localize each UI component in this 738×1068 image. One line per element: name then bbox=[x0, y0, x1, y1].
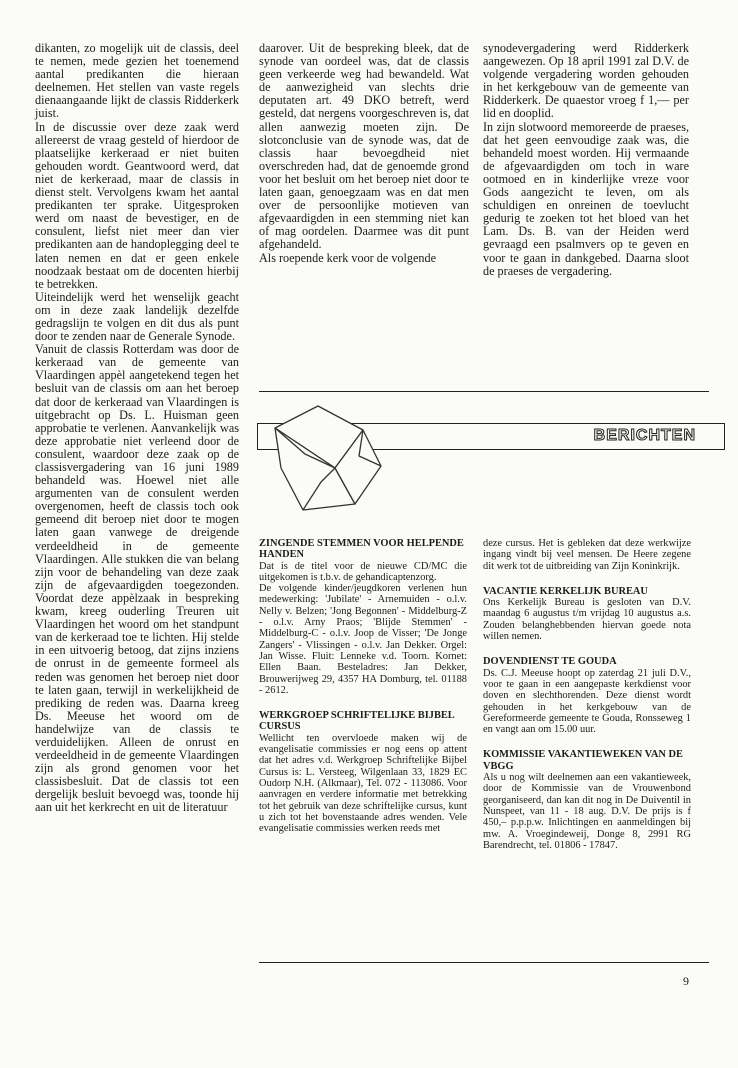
paragraph: Uiteindelijk werd het wenselijk geacht om in deze zaak landelijk dezelfde gedragslijn te volgen en dit dus als punt door te zenden naar de Generale Synode. bbox=[35, 289, 239, 344]
paragraph: daarover. Uit de bespreking bleek, dat de synode van oordeel was, dat de classis geen verkeerde weg had bewandeld. Wat de aanwezigheid van slechts drie deputaten art. 49 DKO betreft, werd gesteld, dat nergens voorgeschreven is, dat allen aanwezig moeten zijn. De slotconclusie van de synode was, dat de classis haar bevoegdheid niet overschreden had, dat de genoemde grond voor het besluit om het beroep niet door te laten gaan, genoegzaam was en dat men over de persoonlijke motieven van afgevaardigden in een stemming niet kan of mag oordelen. Daarmee was dit punt afgehandeld. bbox=[259, 41, 469, 252]
paragraph: dikanten, zo mogelijk uit de classis, deel te nemen, mede gezien het toenemend aantal predikanten die hieraan deelnemen. Het stellen van vaste regels dienaangaande lijkt de classis Ridderkerk juist. bbox=[35, 41, 239, 121]
paragraph: De volgende kinder/jeugdkoren verlenen hun medewerking: 'Jubilate' - Arnemuiden - o.l.v. Nelly v. Belzen; 'Jong Begonnen' - Middelburg-Z - o.l.v. Arny Praos; 'Blijde Stemmen' - Middelburg-C - o.l.v. Joop de Visser; 'De Jonge Zangers' - Vlissingen - o.l.v. Jan Dekker. Orgel: Jan Wisse. Fluit: Lenneke v.d. Toorn. Kornet: Ellen Baan. Besteladres: Jan Dekker, Brouwerijweg 29, 4357 HA Domburg, tel. 01188 - 2612. bbox=[259, 583, 467, 696]
paragraph: Ons Kerkelijk Bureau is gesloten van D.V. maandag 6 augustus t/m vrijdag 10 augustus a.s. Zouden belanghebbenden hiervan goede nota willen nemen. bbox=[483, 597, 691, 643]
news-item bbox=[259, 710, 467, 834]
article-column-3 bbox=[483, 42, 689, 278]
paragraph: Vanuit de classis Rotterdam was door de kerkeraad van de gemeente van Vlaardingen appèl aangetekend tegen het besluit van de classis om aan het beroep dat door de kerkeraad van Vlaardingen is uitgebracht op Ds. L. Huisman geen approbatie te verlenen. Aanvankelijk was deze approbatie niet verleend door de consulent, waardoor deze zaak op de classisvergadering van 16 juni 1989 behandeld was. Hoewel niet alle argumenten van de consulent werden overgenomen, heeft de classis toch ook gemeend dit beroep niet door te mogen laten gaan vanwege de dreigende verdeeldheid in de gemeente Vlaardingen. Alle stukken die van belang zijn voor de behandeling van deze zaak zijn de afgevaardigden toegezonden. Voordat deze appèlzaak in bespreking kwam, kreeg ouderling Treuren uit Vlaardingen het woord om het standpunt van de kerkeraad toe te lichten. Hij stelde in een uitvoerig betoog, dat zijns inziens de onrust in de gemeente formeel als reden was genomen het beroep niet door te laten gaan, terwijl in werkelijkheid de prediking de reden was. Daarna kreeg Ds. Meeuse het woord om de handelwijze van de classis te verduidelijken. Alleen de onrust en verdeeldheid in de gemeente Vlaardingen zijn als grond genomen voor het classisbesluit. Dat de classis tot een dergelijk besluit bevoegd was, toonde hij aan uit het kerkrecht en uit de literatuur bbox=[35, 342, 239, 815]
paragraph: synodevergadering werd Ridderkerk aangewezen. Op 18 april 1991 zal D.V. de volgende vergadering worden gehouden in het kerkgebouw van de gemeente van Ridderkerk. De quaestor vroeg f 1,— per lid en dooplid. bbox=[483, 41, 689, 121]
news-title: DOVENDIENST TE GOUDA bbox=[483, 656, 617, 668]
paragraph: In zijn slotwoord memoreerde de praeses, dat het geen eenvoudige zaak was, die behandeld moest worden. Hij vermaande de afgevaardigden om toch in ware ootmoed en in kinderlijke vreze voor Gods aangezicht te leven, om als schuldigen en onreinen de toevlucht gedurig te zoeken tot het bloed van het Lam. Ds. B. van der Heiden werd gevraagd een psalmvers op te geven en voor te gaan in dankgebed. Daarna sloot de praeses de vergadering. bbox=[483, 119, 689, 278]
news-title: VACANTIE KERKELIJK BUREAU bbox=[483, 585, 648, 597]
paragraph: Als u nog wilt deelnemen aan een vakantieweek, door de Kommissie van de Vrouwenbond georganiseerd, dan kan dit nog in De Duiventil in Nunspeet, van 11 - 18 aug. D.V. De prijs is f 450,– p.p.p.w. Inlichtingen en aanmeldingen bij mw. A. Vroegindeweij, Donge 8, 2991 RG Barendrecht, tel. 01806 - 17847. bbox=[483, 772, 691, 851]
article-column-2 bbox=[259, 42, 469, 265]
news-column-left bbox=[259, 538, 467, 834]
envelope-icon bbox=[263, 398, 393, 513]
news-title: KOMMISSIE VAKANTIEWEKEN VAN DE VBGG bbox=[483, 749, 683, 772]
paragraph: Wellicht ten overvloede maken wij de evangelisatie commissies er nog eens op attent dat het adres v.d. Werkgroep Schriftelijke Bijbel Cursus is: L. Versteeg, Wilgenlaan 33, 1829 EC Oudorp N.H. (Alkmaar), Tel. 072 - 113086. Voor aanvragen en verdere informatie met betrekking tot het gebruik van deze schriftelijke cursus, kunt u zich tot het bovenstaande adres wenden. Vele evangelisatie commissies werken reeds met bbox=[259, 732, 467, 835]
news-column-right bbox=[483, 538, 691, 851]
section-divider bbox=[259, 391, 709, 392]
article-column-1 bbox=[35, 42, 239, 815]
footer-rule bbox=[259, 962, 709, 963]
page-number: 9 bbox=[683, 974, 689, 988]
news-title: WERKGROEP SCHRIFTELIJKE BIJBEL CURSUS bbox=[259, 710, 455, 733]
news-item bbox=[483, 586, 691, 642]
section-title: BERICHTEN bbox=[593, 427, 696, 444]
paragraph: Als roepende kerk voor de volgende bbox=[259, 250, 436, 265]
news-title: ZINGENDE STEMMEN VOOR HELPENDE HANDEN bbox=[259, 538, 464, 561]
paragraph: deze cursus. Het is gebleken dat deze werkwijze ingang vindt bij veel mensen. De Heere zegene dit werk tot de uitbreiding van Zijn Koninkrijk. bbox=[483, 538, 691, 572]
paragraph: Ds. C.J. Meeuse hoopt op zaterdag 21 juli D.V., voor te gaan in een aangepaste kerkdienst voor doven en slechthorenden. Deze dienst wordt gehouden in het kerkgebouw van de Gereformeerde gemeente te Gouda, Ronsseweg 1 en vangt aan om 15.00 uur. bbox=[483, 667, 691, 736]
paragraph: Dat is de titel voor de nieuwe CD/MC die uitgekomen is t.b.v. de gehandicaptenzorg. bbox=[259, 560, 467, 583]
paragraph: In de discussie over deze zaak werd allereerst de vraag gesteld of hierdoor de plaatselijke kerkeraad er niet buiten gehouden wordt. Geantwoord werd, dat niet de kerkeraad, maar de classis in dienst stelt. Vervolgens kwam het aantal predikanten ter sprake. Uitgesproken werd om naast de bevestiger, en de consulent, liefst niet meer dan vier predikanten aan de handoplegging deel te laten nemen en dat er geen enkele noodzaak bestaat om de docenten hierbij te betrekken. bbox=[35, 119, 239, 291]
news-item bbox=[483, 749, 691, 851]
news-item bbox=[259, 538, 467, 696]
news-item bbox=[483, 656, 691, 735]
